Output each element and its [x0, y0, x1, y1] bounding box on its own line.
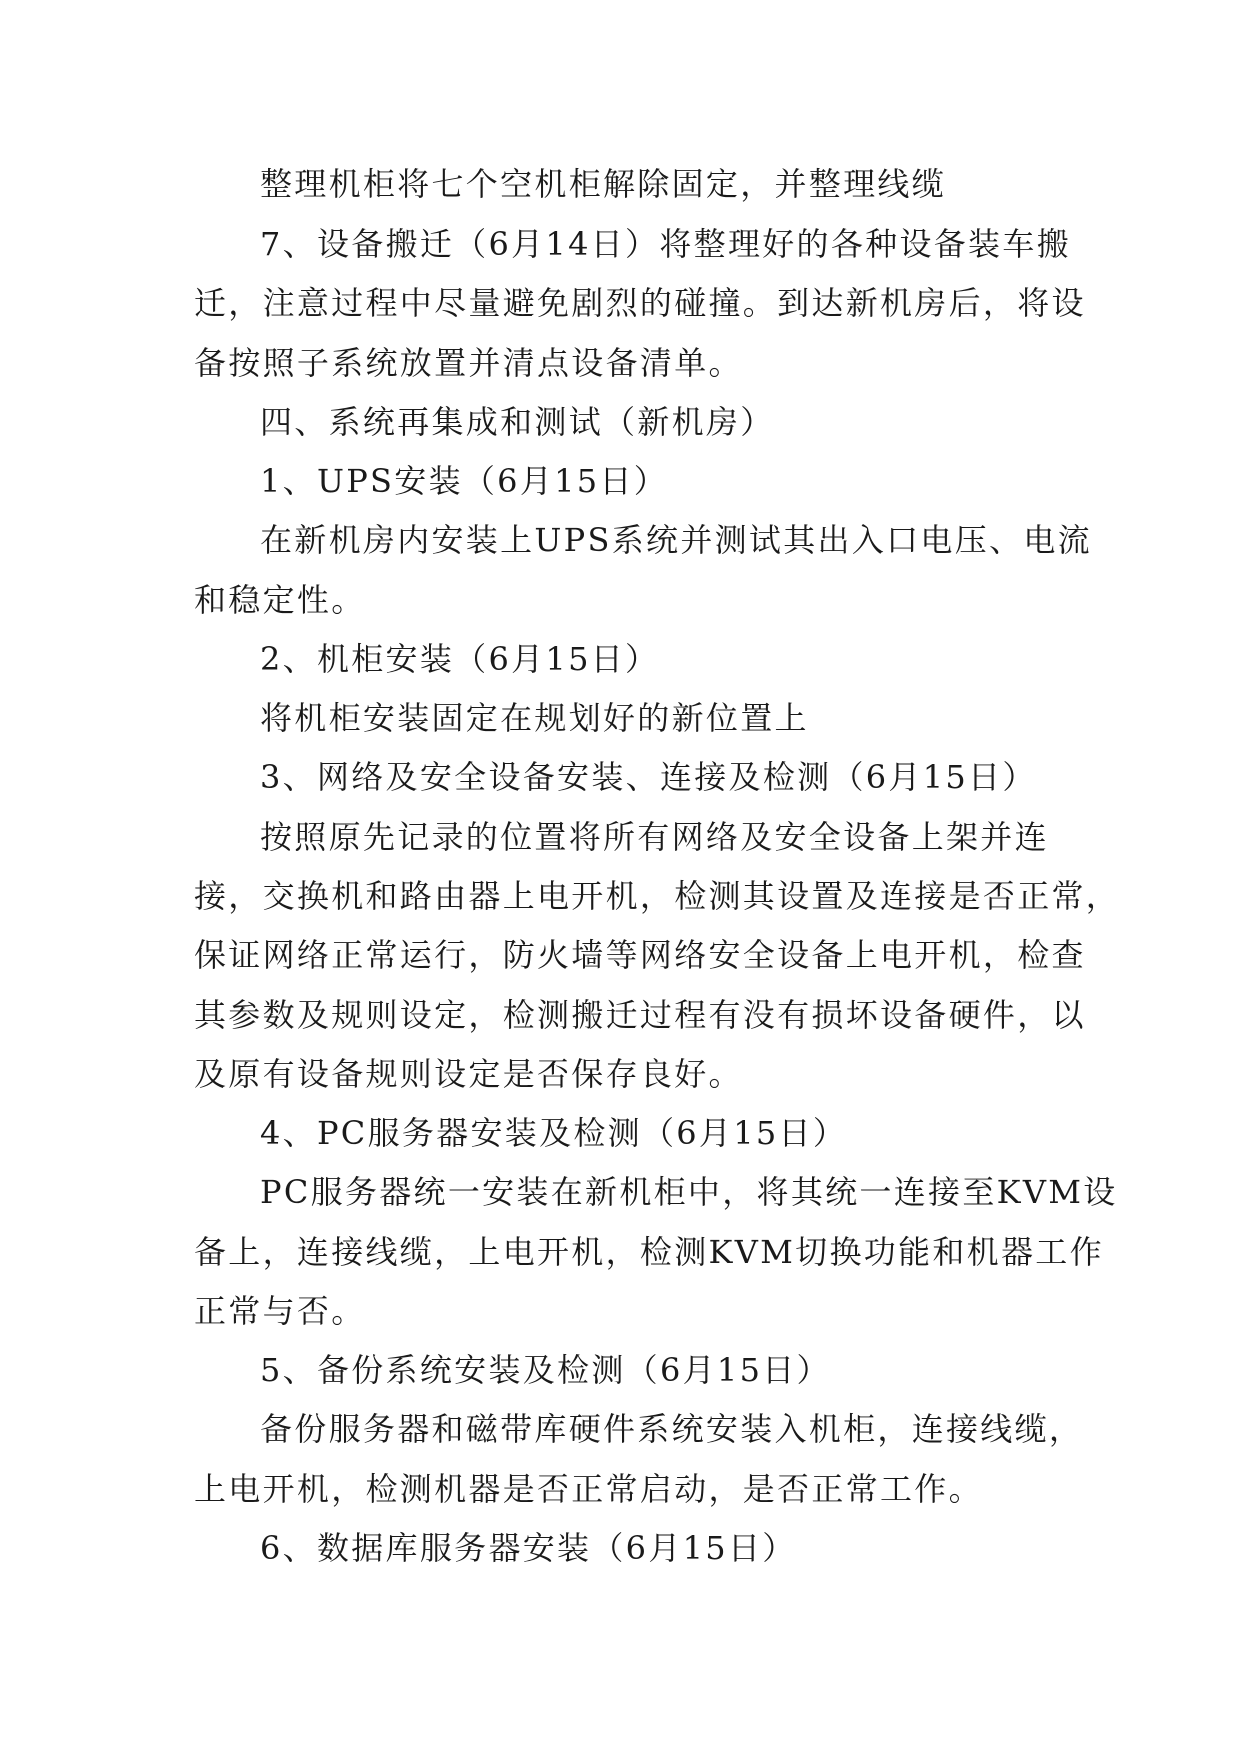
paragraph-line: 其参数及规则设定，检测搬迁过程有没有损坏设备硬件，以 — [194, 996, 1086, 1034]
paragraph-line: 备上，连接线缆，上电开机，检测KVM切换功能和机器工作 — [194, 1233, 1104, 1271]
step-heading: 6、数据库服务器安装（6月15日） — [260, 1529, 797, 1567]
paragraph-line: PC服务器统一安装在新机柜中，将其统一连接至KVM设 — [260, 1173, 1118, 1211]
paragraph-line: 保证网络正常运行，防火墙等网络安全设备上电开机，检查 — [194, 936, 1086, 974]
paragraph-line: 及原有设备规则设定是否保存良好。 — [194, 1055, 743, 1093]
paragraph-line: 整理机柜将七个空机柜解除固定，并整理线缆 — [260, 165, 947, 203]
step-heading: 2、机柜安装（6月15日） — [260, 640, 660, 678]
step-heading: 3、网络及安全设备安装、连接及检测（6月15日） — [260, 758, 1037, 796]
paragraph-line: 将机柜安装固定在规划好的新位置上 — [260, 699, 809, 737]
paragraph-line: 迁，注意过程中尽量避免剧烈的碰撞。到达新机房后，将设 — [194, 284, 1086, 322]
section-heading: 四、系统再集成和测试（新机房） — [260, 403, 775, 441]
step-heading: 1、UPS安装（6月15日） — [260, 462, 669, 500]
paragraph-line: 和稳定性。 — [194, 581, 366, 619]
paragraph-line: 上电开机，检测机器是否正常启动，是否正常工作。 — [194, 1470, 983, 1508]
paragraph-line: 在新机房内安装上UPS系统并测试其出入口电压、电流 — [260, 521, 1092, 559]
step-heading: 5、备份系统安装及检测（6月15日） — [260, 1351, 831, 1389]
paragraph-line: 正常与否。 — [194, 1292, 366, 1330]
paragraph-line: 备按照子系统放置并清点设备清单。 — [194, 344, 743, 382]
paragraph-line: 备份服务器和磁带库硬件系统安装入机柜，连接线缆， — [260, 1410, 1084, 1448]
paragraph-line: 按照原先记录的位置将所有网络及安全设备上架并连 — [260, 818, 1049, 856]
paragraph-line: 接，交换机和路由器上电开机，检测其设置及连接是否正常， — [194, 877, 1121, 915]
step-heading: 4、PC服务器安装及检测（6月15日） — [260, 1114, 848, 1152]
paragraph-line: 7、设备搬迁（6月14日）将整理好的各种设备装车搬 — [260, 225, 1071, 263]
